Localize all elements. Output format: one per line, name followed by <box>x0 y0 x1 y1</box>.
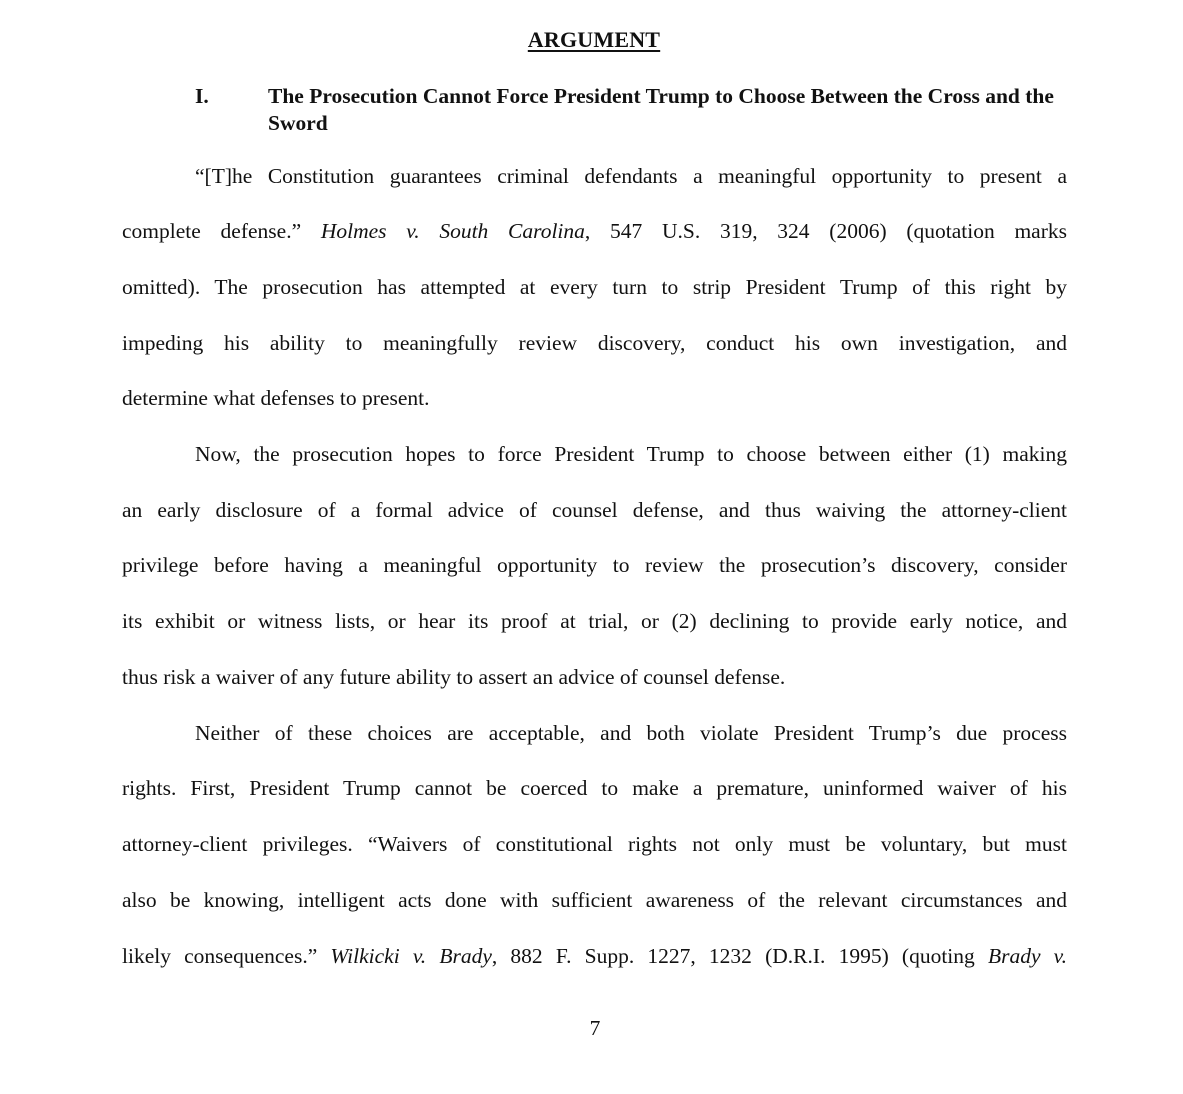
paragraph-2-line-4: its exhibit or witness lists, or hear its proof at trial, or (2) declining to provide early notice, and <box>122 609 1067 633</box>
case-citation: Wilkicki v. Brady <box>330 944 492 968</box>
paragraph-1-line-2 <box>122 216 1067 246</box>
paragraph-1-line-1: “[T]he Constitution guarantees criminal defendants a meaningful opportunity to present a <box>195 164 1067 188</box>
text-run: , 547 U.S. 319, 324 (2006) (quotation marks <box>584 219 1067 243</box>
paragraph-3-line-2: rights. First, President Trump cannot be coerced to make a premature, uninformed waiver of his <box>122 776 1067 800</box>
paragraph-2-line-1: Now, the prosecution hopes to force President Trump to choose between either (1) making <box>195 442 1067 466</box>
paragraph-2-line-5: thus risk a waiver of any future ability to assert an advice of counsel defense. <box>122 665 786 689</box>
paragraph-3-line-4: also be knowing, intelligent acts done with sufficient awareness of the relevant circumstances and <box>122 888 1067 912</box>
paragraph-1-line-3: omitted). The prosecution has attempted at every turn to strip President Trump of this right by <box>122 275 1067 299</box>
text-run: likely consequences.” <box>122 944 331 968</box>
paragraph-2-line-2: an early disclosure of a formal advice of counsel defense, and thus waiving the attorney-client <box>122 498 1067 522</box>
paragraph-3-line-3: attorney-client privileges. “Waivers of constitutional rights not only must be voluntary, but must <box>122 832 1067 856</box>
case-citation: Holmes v. South Carolina <box>320 219 585 243</box>
paragraph-2-line-3: privilege before having a meaningful opportunity to review the prosecution’s discovery, consider <box>122 553 1067 577</box>
paragraph-3-line-1: Neither of these choices are acceptable, and both violate President Trump’s due process <box>195 721 1067 745</box>
paragraph-1-line-4: impeding his ability to meaningfully review discovery, conduct his own investigation, and <box>122 331 1067 355</box>
text-run: complete defense.” <box>122 219 321 243</box>
paragraph-3-line-5 <box>122 941 1067 971</box>
page-number: 7 <box>589 1016 601 1040</box>
case-citation: Brady v. <box>987 944 1067 968</box>
paragraph-1-line-5: determine what defenses to present. <box>122 386 430 410</box>
section-number: I. <box>195 84 209 108</box>
text-run: , 882 F. Supp. 1227, 1232 (D.R.I. 1995) (quoting <box>491 944 988 968</box>
argument-heading: ARGUMENT <box>527 27 661 52</box>
section-title: The Prosecution Cannot Force President Trump to Choose Between the Cross and the Sword <box>268 84 1054 135</box>
